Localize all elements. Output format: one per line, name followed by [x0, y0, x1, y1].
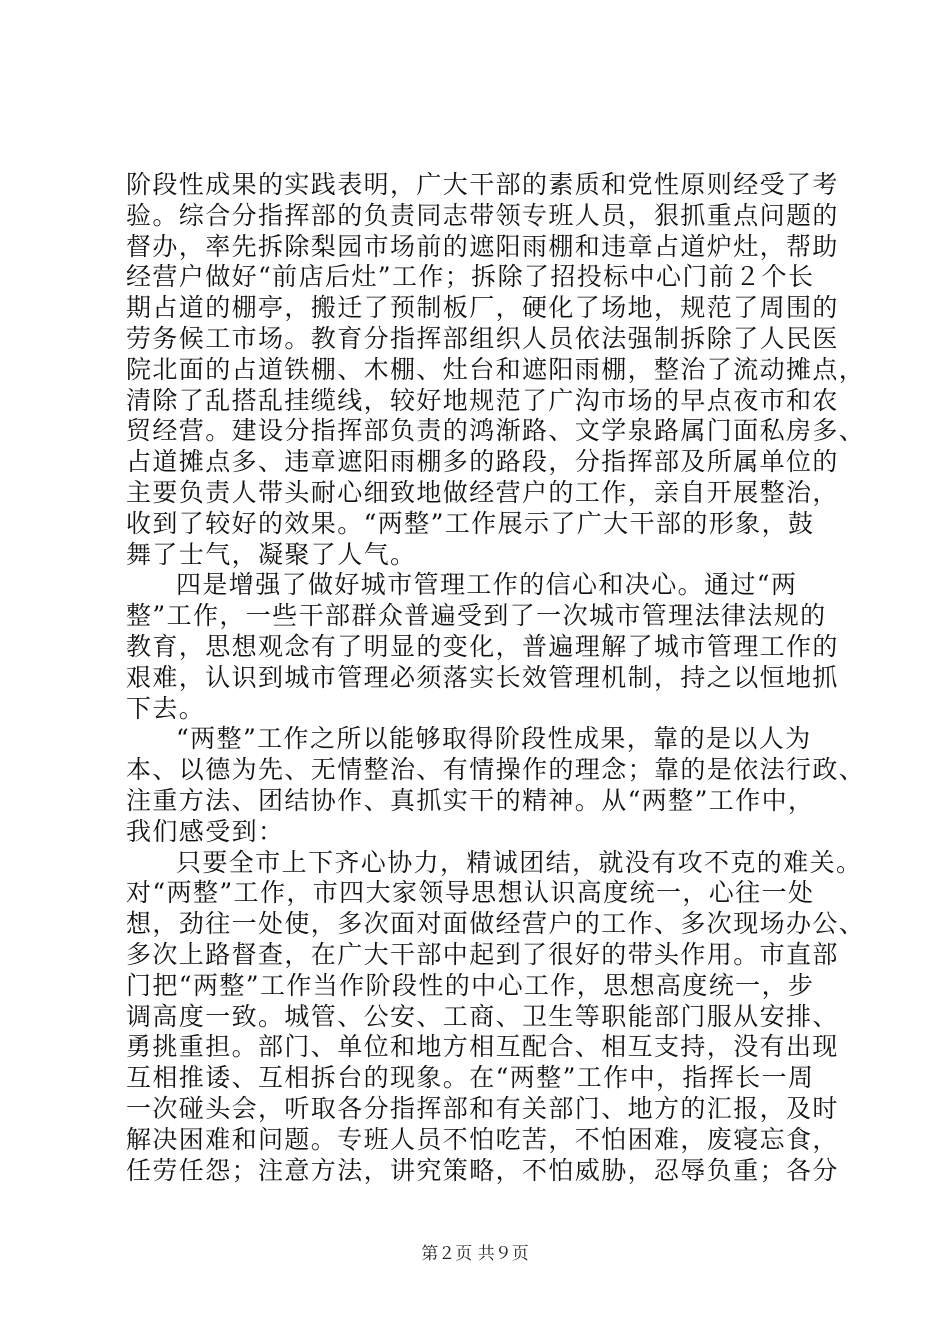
- text-line: 本、以德为先、无情整治、有情操作的理念；靠的是依法行政、: [126, 755, 866, 785]
- text-line: 舞了士气，凝聚了人气。: [126, 539, 417, 569]
- text-line: 下去。: [126, 693, 206, 723]
- text-line: 期占道的棚亭，搬迁了预制板厂，硬化了场地，规范了周围的: [126, 293, 839, 323]
- text-line: 我们感受到：: [126, 816, 285, 846]
- page-number-footer: 第２页 共９页: [421, 1244, 529, 1264]
- text-line: 经营户做好“前店后灶”工作；拆除了招投标中心门前２个长: [126, 262, 815, 292]
- text-line: 任劳任怨；注意方法，讲究策略，不怕威胁，忍辱负重；各分: [126, 1155, 839, 1185]
- text-line: 多次上路督查，在广大干部中起到了很好的带头作用。市直部: [126, 939, 839, 969]
- text-line: 勇挑重担。部门、单位和地方相互配合、相互支持，没有出现: [126, 1032, 839, 1062]
- text-line: 门把“两整”工作当作阶段性的中心工作，思想高度统一，步: [126, 970, 815, 1000]
- text-line: 互相推诿、互相拆台的现象。在“两整”工作中，指挥长一周: [126, 1063, 815, 1093]
- paragraph-start-line: 四是增强了做好城市管理工作的信心和决心。通过“两: [176, 570, 798, 600]
- text-line: 阶段性成果的实践表明，广大干部的素质和党性原则经受了考: [126, 170, 839, 199]
- text-line: 注重方法、团结协作、真抓实干的精神。从“两整”工作中，: [126, 785, 815, 815]
- text-line: 占道摊点多、违章遮阳雨棚多的路段，分指挥部及所属单位的: [126, 447, 839, 477]
- text-line: 院北面的占道铁棚、木棚、灶台和遮阳雨棚，整治了流动摊点，: [126, 354, 866, 384]
- text-line: 解决困难和问题。专班人员不怕吃苦，不怕困难，废寝忘食，: [126, 1124, 839, 1154]
- text-line: 一次碰头会，听取各分指挥部和有关部门、地方的汇报，及时: [126, 1093, 839, 1123]
- text-line: 主要负责人带头耐心细致地做经营户的工作，亲自开展整治，: [126, 477, 839, 507]
- text-line: 整”工作，一些干部群众普遍受到了一次城市管理法律法规的: [126, 601, 827, 631]
- text-line: 督办，率先拆除梨园市场前的遮阳雨棚和违章占道炉灶，帮助: [126, 231, 839, 261]
- text-line: 收到了较好的效果。“两整”工作展示了广大干部的形象，鼓: [126, 508, 815, 538]
- document-body: [126, 170, 866, 1186]
- text-line: 贸经营。建设分指挥部负责的鸿渐路、文学泉路属门面私房多、: [126, 416, 866, 446]
- paragraph-start-line: 只要全市上下齐心协力，精诚团结，就没有攻不克的难关。: [176, 847, 863, 877]
- text-line: 清除了乱搭乱挂缆线，较好地规范了广沟市场的早点夜市和农: [126, 385, 839, 415]
- paragraph-start-line: “两整”工作之所以能够取得阶段性成果，靠的是以人为: [176, 724, 812, 754]
- text-line: 艰难，认识到城市管理必须落实长效管理机制，持之以恒地抓: [126, 662, 839, 692]
- text-line: 调高度一致。城管、公安、工商、卫生等职能部门服从安排、: [126, 1001, 839, 1031]
- text-line: 想，劲往一处使，多次面对面做经营户的工作、多次现场办公、: [126, 909, 866, 939]
- text-line: 教育，思想观念有了明显的变化，普遍理解了城市管理工作的: [126, 631, 839, 661]
- text-line: 对“两整”工作，市四大家领导思想认识高度统一，心往一处: [126, 878, 815, 908]
- text-line: 劳务候工市场。教育分指挥部组织人员依法强制拆除了人民医: [126, 323, 839, 353]
- text-line: 验。综合分指挥部的负责同志带领专班人员，狠抓重点问题的: [126, 200, 839, 230]
